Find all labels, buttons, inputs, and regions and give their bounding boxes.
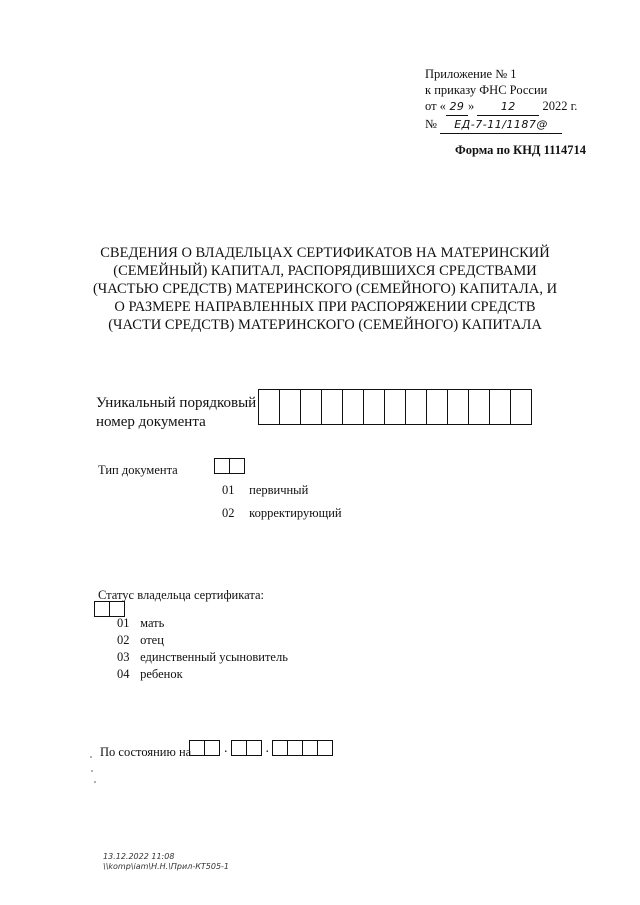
owner-status-option [117,632,288,649]
uid-cell[interactable] [258,389,280,425]
as-of-year[interactable] [273,740,333,756]
option-text: корректирующий [249,506,342,520]
option-code: 02 [222,506,235,520]
option-code: 01 [222,483,235,497]
uid-cell[interactable] [363,389,385,425]
owner-status-label: Статус владельца сертификата: [98,588,264,602]
uid-cell[interactable] [300,389,322,425]
as-of-label: По состоянию на [100,745,192,759]
date-day: 29 [446,99,468,116]
scan-speck [91,770,93,772]
document-title: СВЕДЕНИЯ О ВЛАДЕЛЬЦАХ СЕРТИФИКАТОВ НА МАТЕРИНСКИЙ (СЕМЕЙНЫЙ) КАПИТАЛ, РАСПОРЯДИВШИХСЯ СРЕДСТВАМИ (ЧАСТЬЮ СРЕДСТВ) МАТЕРИНСКОГО (СЕМЕЙНОГО) КАПИТАЛА, И О РАЗМЕРЕ НАПРАВЛЕННЫХ ПРИ РАСПОРЯЖЕНИИ СРЕДСТВ (ЧАСТИ СРЕДСТВ) МАТЕРИНСКОГО (СЕМЕЙНОГО) КАПИТАЛА [92,245,558,333]
month-cell[interactable] [231,740,247,756]
doc-type-cell[interactable] [229,458,245,474]
year-cell[interactable] [272,740,288,756]
owner-status-cell[interactable] [94,601,110,617]
print-timestamp: 13.12.2022 11:08 [103,852,175,861]
order-reference-line: к приказу ФНС России [425,83,548,97]
as-of-day[interactable] [190,740,220,756]
option-text: первичный [249,483,309,497]
order-number: ЕД-7-11/1187@ [440,117,562,134]
as-of-date-field [190,740,333,756]
scan-speck [90,756,92,758]
owner-status-option [117,615,288,632]
option-text: ребенок [140,667,183,681]
uid-cell[interactable] [426,389,448,425]
date-separator: . [265,741,269,756]
uid-cell[interactable] [342,389,364,425]
uid-label-line2: номер документа [96,414,206,430]
uid-cell[interactable] [405,389,427,425]
doc-type-option [222,502,342,525]
owner-status-option [117,649,288,666]
option-text: отец [140,633,164,647]
uid-cell[interactable] [510,389,532,425]
doc-type-option [222,479,342,502]
doc-type-options [222,479,342,525]
uid-cell[interactable] [447,389,469,425]
day-cell[interactable] [189,740,205,756]
option-code: 04 [117,667,130,681]
option-text: мать [140,616,165,630]
uid-label [96,394,256,432]
uid-label-line1: Уникальный порядковый [96,395,257,411]
scan-speck [94,781,96,783]
year-cell[interactable] [317,740,333,756]
option-code: 02 [117,633,130,647]
date-separator: . [224,741,228,756]
appendix-header [425,66,577,134]
day-cell[interactable] [204,740,220,756]
owner-status-option [117,666,288,683]
owner-status-options [117,615,288,683]
option-code: 01 [117,616,130,630]
date-prefix: от « [425,99,446,113]
order-number-line [425,116,577,134]
form-code: Форма по КНД 1114714 [455,143,587,157]
print-footer [103,852,229,872]
date-month: 12 [477,99,539,116]
order-date-line [425,98,577,116]
option-code: 03 [117,650,130,664]
uid-cell[interactable] [489,389,511,425]
date-year: 2022 г. [542,99,578,113]
date-mid: » [467,99,475,113]
as-of-month[interactable] [232,740,262,756]
doc-type-cell[interactable] [214,458,230,474]
uid-cell[interactable] [384,389,406,425]
uid-cell[interactable] [468,389,490,425]
year-cell[interactable] [287,740,303,756]
uid-cell[interactable] [321,389,343,425]
option-text: единственный усыновитель [140,650,288,664]
doc-type-field[interactable] [215,458,245,474]
doc-type-label: Тип документа [98,463,178,477]
file-path: \\komp\iam\H.H.\Прил-КТ505-1 [103,862,230,871]
month-cell[interactable] [246,740,262,756]
uid-cell[interactable] [279,389,301,425]
year-cell[interactable] [302,740,318,756]
uid-cell-group [259,389,532,425]
appendix-line: Приложение № 1 [425,67,517,81]
number-prefix: № [425,117,437,131]
